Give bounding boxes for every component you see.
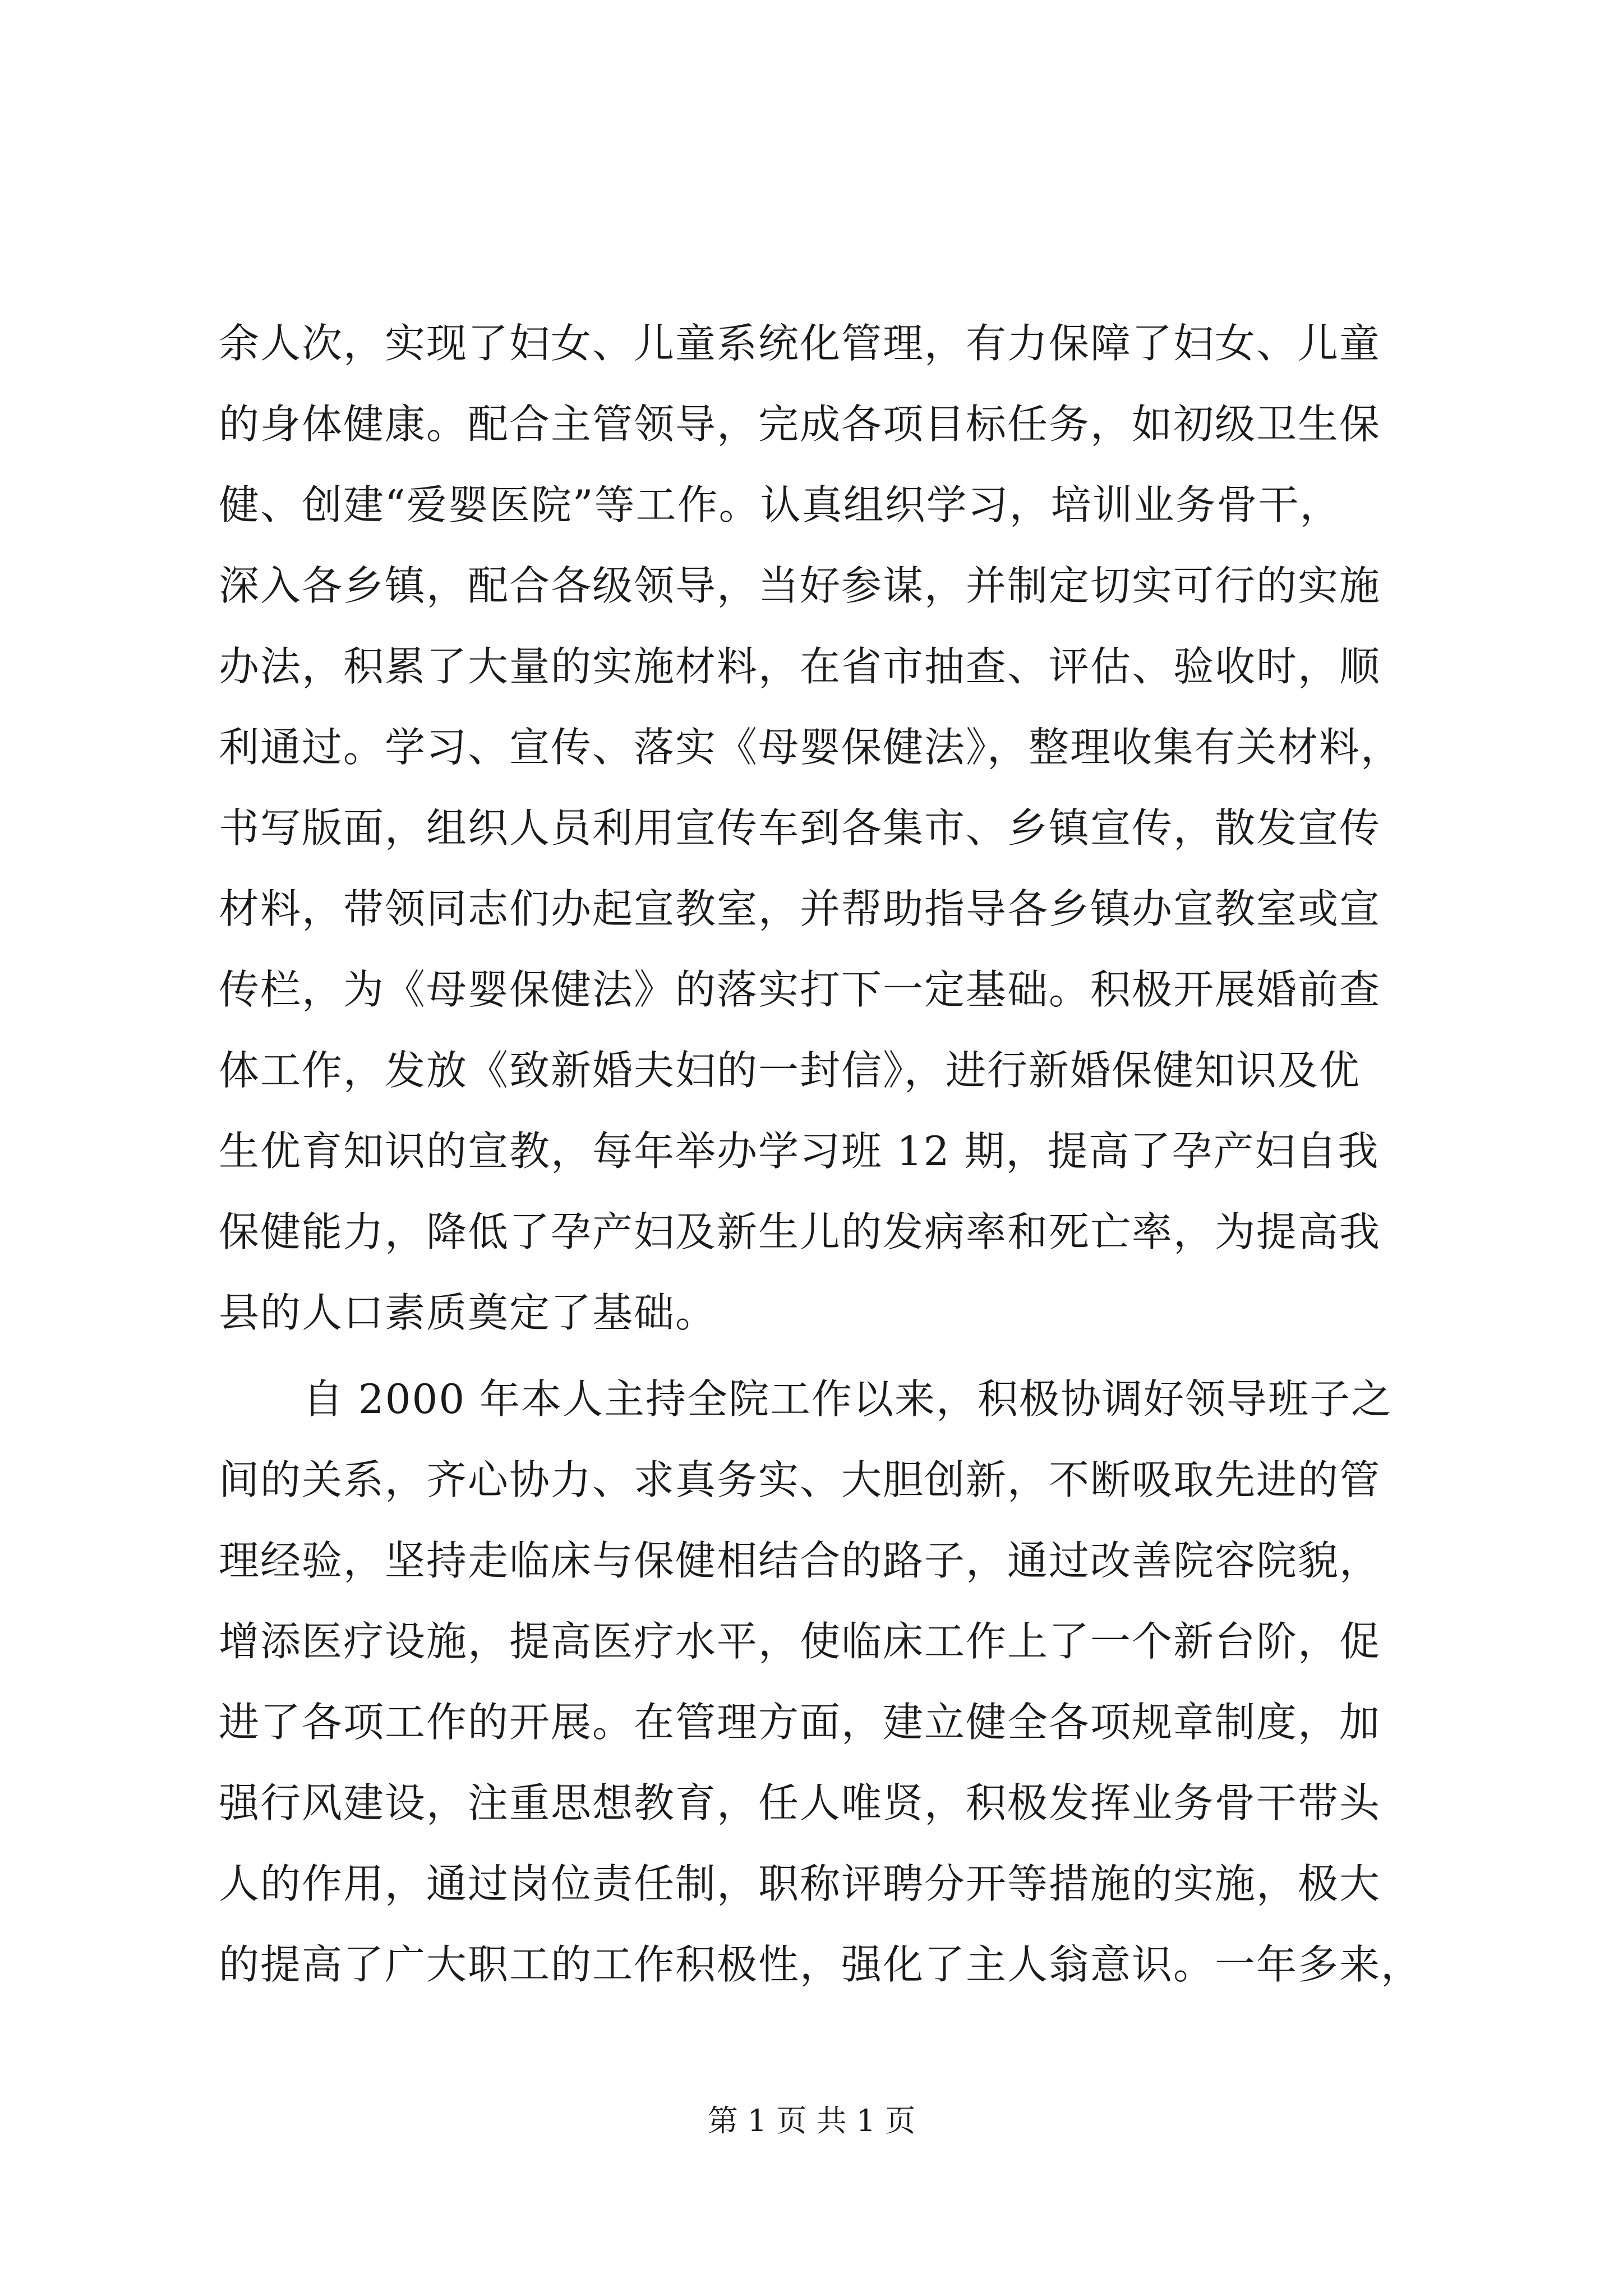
text-line: 材料，带领同志们办起宣教室，并帮助指导各乡镇办宣教室或宣: [219, 885, 1381, 932]
text-line: 进了各项工作的开展。在管理方面，建立健全各项规章制度，加: [219, 1699, 1381, 1746]
text-line: 县的人口素质奠定了基础。: [219, 1289, 717, 1336]
paragraph-2: [219, 1359, 1423, 2005]
text-line: 健、创建“爱婴医院”等工作。认真组织学习，培训业务骨干，: [219, 481, 1341, 528]
text-line: 的提高了广大职工的工作积极性，强化了主人翁意识。一年多来，: [219, 1941, 1423, 1988]
text-line: 书写版面，组织人员利用宣传车到各集市、乡镇宣传，散发宣传: [219, 804, 1381, 852]
page-footer: 第 1 页 共 1 页: [707, 2103, 916, 2138]
text-line: 间的关系，齐心协力、求真务实、大胆创新，不断吸取先进的管: [219, 1456, 1381, 1503]
paragraph-gap: [219, 1353, 1419, 1359]
text-line: 办法，积累了大量的实施材料，在省市抽查、评估、验收时，顺: [219, 643, 1381, 690]
text-line: 理经验，坚持走临床与保健相结合的路子，通过改善院容院貌，: [219, 1537, 1381, 1584]
document-body: [219, 303, 1423, 2005]
text-line: 保健能力，降低了孕产妇及新生儿的发病率和死亡率，为提高我: [219, 1208, 1381, 1255]
text-line: 增添医疗设施，提高医疗水平，使临床工作上了一个新台阶，促: [219, 1618, 1381, 1665]
text-line: 传栏，为《母婴保健法》的落实打下一定基础。积极开展婚前查: [219, 966, 1381, 1013]
text-line: 生优育知识的宣教，每年举办学习班 12 期，提高了孕产妇自我: [219, 1128, 1380, 1175]
text-line: 深入各乡镇，配合各级领导，当好参谋，并制定切实可行的实施: [219, 562, 1381, 609]
text-line: 强行风建设，注重思想教育，任人唯贤，积极发挥业务骨干带头: [219, 1779, 1381, 1826]
text-line: 余人次，实现了妇女、儿童系统化管理，有力保障了妇女、儿童: [219, 320, 1381, 367]
paragraph-1: [219, 303, 1419, 1353]
text-line: 人的作用，通过岗位责任制，职称评聘分开等措施的实施，极大: [219, 1860, 1381, 1907]
text-line: 利通过。学习、宣传、落实《母婴保健法》，整理收集有关材料，: [219, 724, 1403, 771]
text-line: 体工作，发放《致新婚夫妇的一封信》，进行新婚保健知识及优: [219, 1047, 1361, 1094]
text-line: 自 2000 年本人主持全院工作以来，积极协调好领导班子之: [303, 1375, 1393, 1423]
text-line: 的身体健康。配合主管领导，完成各项目标任务，如初级卫生保: [219, 401, 1381, 448]
